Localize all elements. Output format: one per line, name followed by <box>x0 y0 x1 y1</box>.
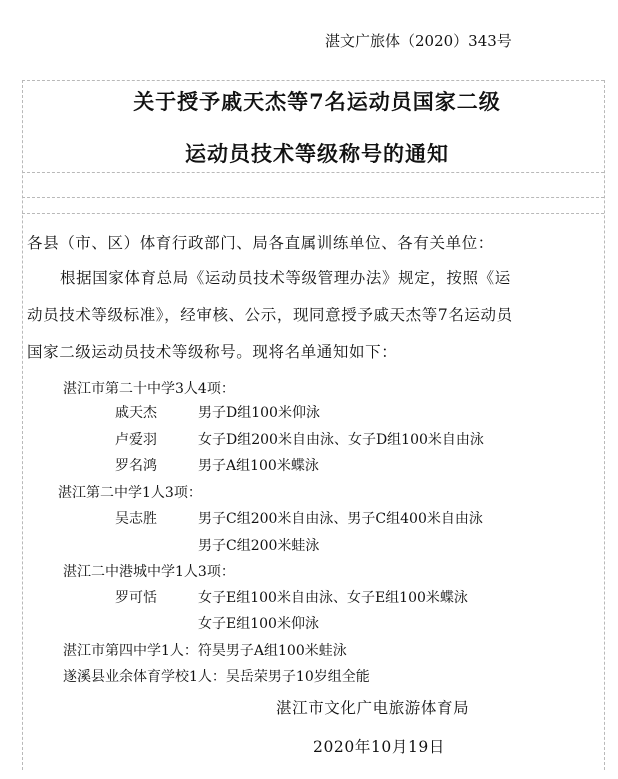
title-line-1: 关于授予戚天杰等7名运动员国家二级 <box>133 89 501 114</box>
athlete-name: 戚天杰 <box>115 405 157 421</box>
grid-line <box>604 80 605 770</box>
grid-line <box>22 172 604 173</box>
paragraph-line: 国家二级运动员技术等级称号。现将名单通知如下： <box>27 343 398 361</box>
school-header: 湛江第二中学1人3项： <box>58 485 202 501</box>
grid-line <box>22 80 604 81</box>
salutation: 各县（市、区）体育行政部门、局各直属训练单位、各有关单位： <box>27 234 494 252</box>
grid-line <box>22 197 604 198</box>
grid-line <box>22 213 604 214</box>
title-line-2: 运动员技术等级称号的通知 <box>185 141 449 166</box>
issue-date: 2020年10月19日 <box>313 738 445 756</box>
athlete-event: 女子D组200米自由泳、女子D组100米自由泳 <box>198 432 484 448</box>
athlete-event: 男子D组100米仰泳 <box>198 405 320 421</box>
issuer: 湛江市文化广电旅游体育局 <box>276 699 470 717</box>
athlete-name: 罗可恬 <box>115 590 157 606</box>
grid-line <box>22 80 23 770</box>
athlete-event: 男子C组200米蛙泳 <box>198 538 320 554</box>
school-header: 湛江二中港城中学1人3项： <box>63 564 235 580</box>
athlete-name: 卢爱羽 <box>115 432 157 448</box>
document-number: 湛文广旅体（2020）343号 <box>325 32 512 50</box>
athlete-event: 男子A组100米蝶泳 <box>198 458 319 474</box>
school-line: 遂溪县业余体育学校1人：吴岳荣男子10岁组全能 <box>63 669 370 685</box>
athlete-event: 男子C组200米自由泳、男子C组400米自由泳 <box>198 511 483 527</box>
athlete-event: 女子E组100米自由泳、女子E组100米蝶泳 <box>198 590 468 606</box>
athlete-name: 罗名鸿 <box>115 458 157 474</box>
school-header: 湛江市第二十中学3人4项： <box>63 381 235 397</box>
paragraph-line: 动员技术等级标准》，经审核、公示，现同意授予戚天杰等7名运动员 <box>27 306 513 324</box>
school-line: 湛江市第四中学1人：符昊男子A组100米蛙泳 <box>63 643 347 659</box>
athlete-name: 吴志胜 <box>115 511 157 527</box>
paragraph-line: 根据国家体育总局《运动员技术等级管理办法》规定，按照《运 <box>60 269 511 287</box>
athlete-event: 女子E组100米仰泳 <box>198 616 319 632</box>
